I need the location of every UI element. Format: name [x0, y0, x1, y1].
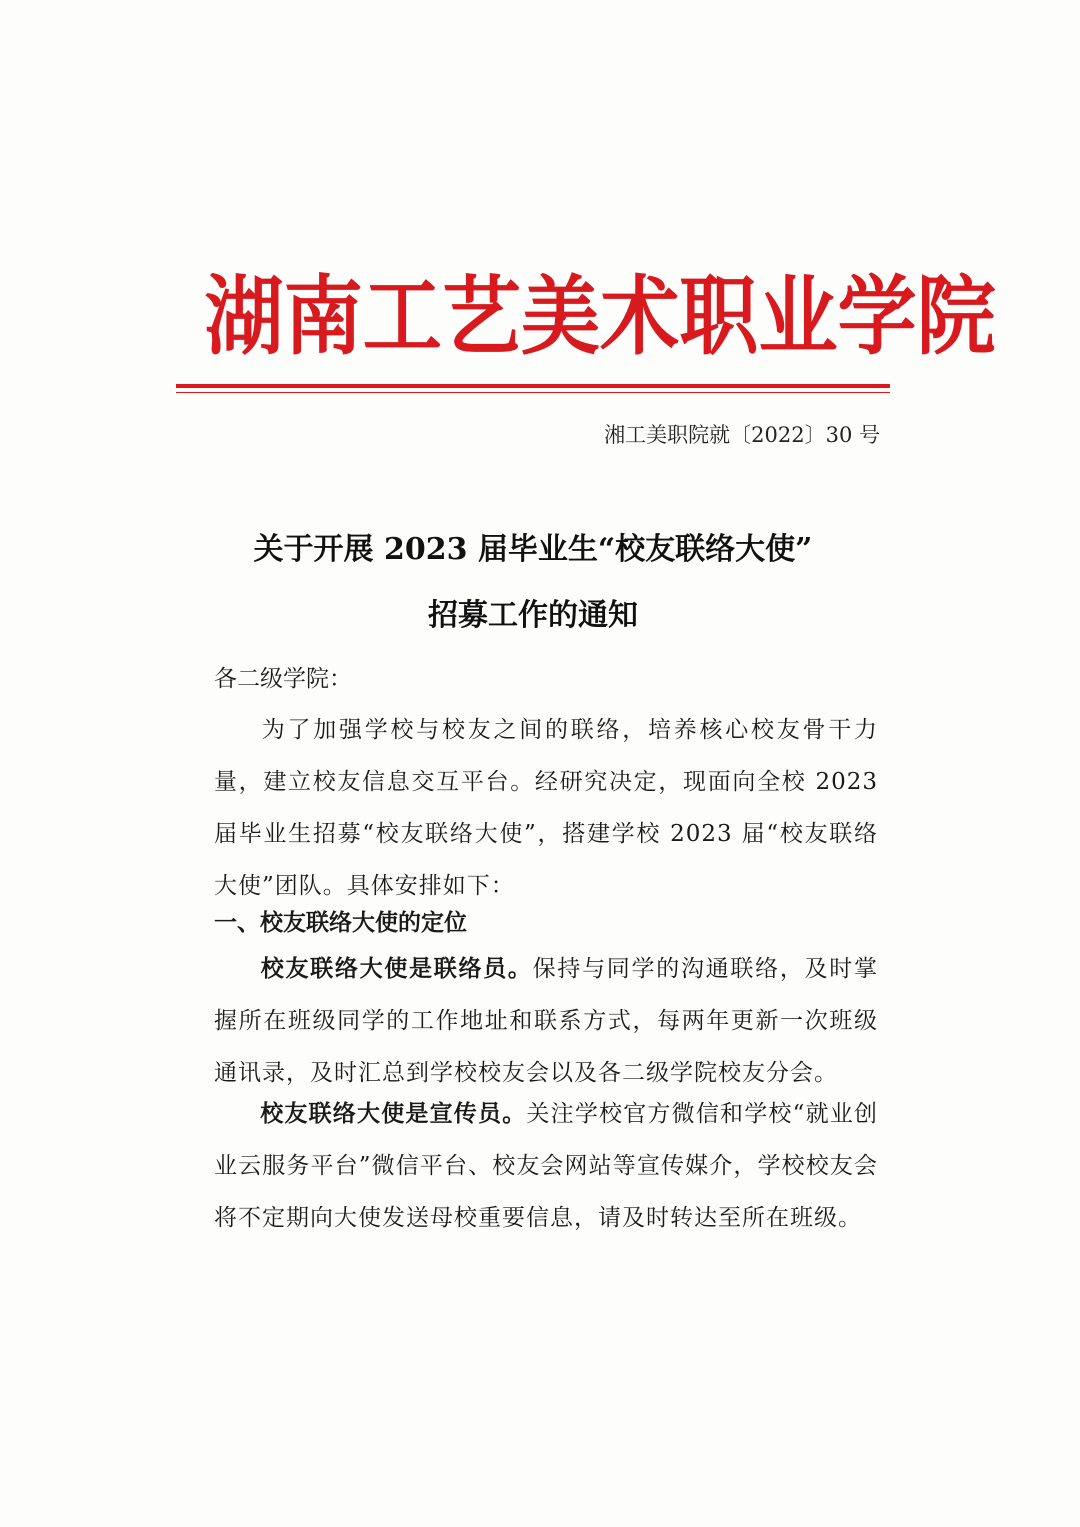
notice-title-line-1: 关于开展 2023 届毕业生“校友联络大使” — [253, 532, 813, 567]
item-1-lead: 校友联络大使是联络员。 — [260, 955, 533, 982]
letterhead-red-rule-thin — [176, 392, 890, 393]
letterhead-title: 湖南工艺美术职业学院 — [204, 266, 996, 367]
intro-paragraph-text: 为了加强学校与校友之间的联络，培养核心校友骨干力量，建立校友信息交互平台。经研究决定，现面向全校 2023 届毕业生招募“校友联络大使”，搭建学校 2023 届“校友联络大使”团队。具体安排如下： — [214, 717, 878, 899]
notice-title-line-2: 招募工作的通知 — [428, 598, 638, 633]
item-1-text: 保持与同学的沟通联络，及时掌握所在班级同学的工作地址和联系方式，每两年更新一次班级通讯录，及时汇总到学校校友会以及各二级学院校友分会。 — [214, 956, 879, 1086]
intro-paragraph — [214, 704, 878, 912]
item-2-text: 关注学校官方微信和学校“就业创业云服务平台”微信平台、校友会网站等宣传媒介，学校校友会将不定期向大使发送母校重要信息，请及时转达至所在班级。 — [214, 1101, 878, 1231]
salutation: 各二级学院： — [214, 666, 352, 692]
section-1-item-1 — [214, 943, 878, 1099]
document-number: 湘工美职院就〔2022〕30 号 — [604, 423, 880, 447]
section-1-heading: 一、校友联络大使的定位 — [214, 910, 467, 936]
letterhead-red-rule — [176, 384, 890, 388]
section-1-item-2 — [214, 1088, 878, 1244]
item-2-lead: 校友联络大使是宣传员。 — [260, 1100, 527, 1127]
